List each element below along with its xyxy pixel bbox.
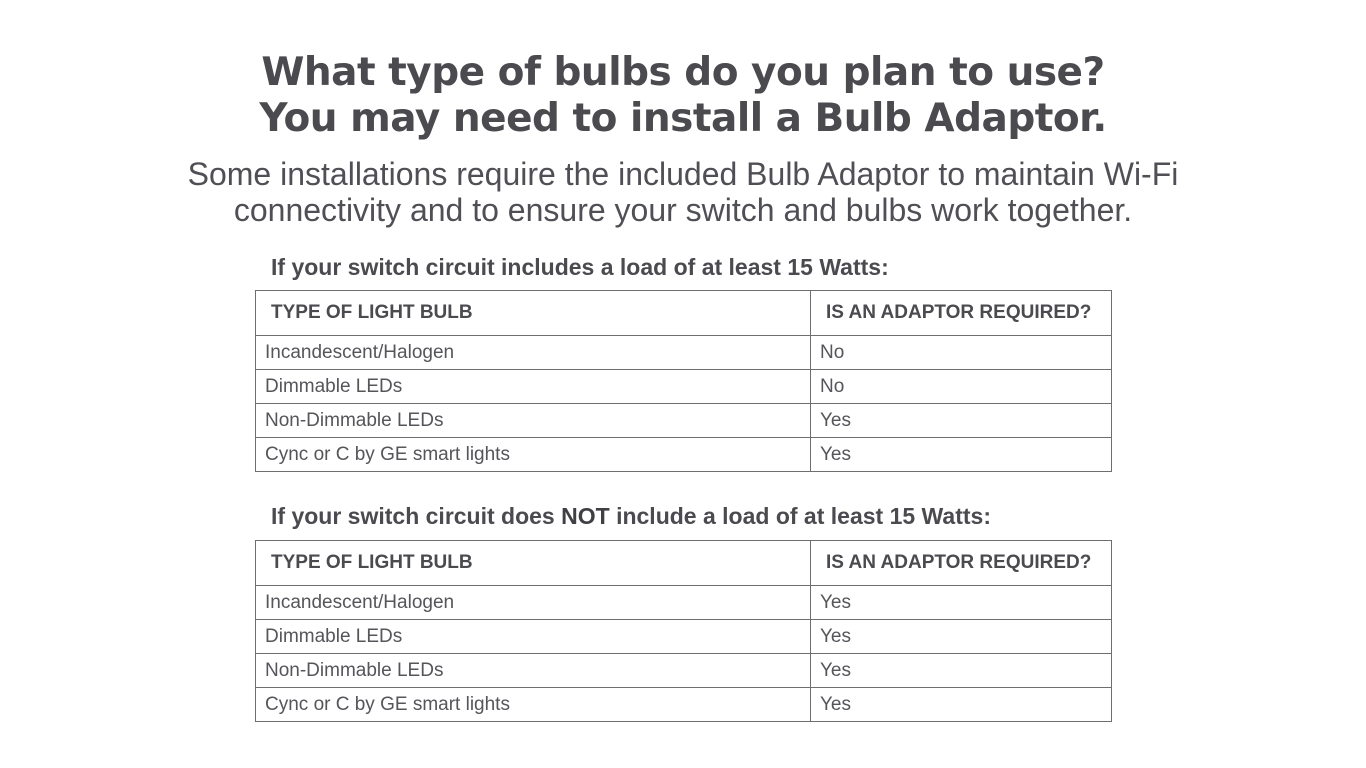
adaptor-table-without-load (255, 540, 1112, 722)
adaptor-required-cell: No (811, 336, 1112, 370)
table-header-row (256, 291, 1112, 336)
bulb-type-cell: Incandescent/Halogen (256, 336, 811, 370)
table-row (256, 586, 1112, 620)
bulb-type-cell: Cync or C by GE smart lights (256, 438, 811, 472)
bulb-type-cell: Cync or C by GE smart lights (256, 688, 811, 722)
table-row (256, 620, 1112, 654)
adaptor-table-with-load (255, 290, 1112, 472)
section-2-label-before: If your switch circuit does (271, 503, 562, 529)
adaptor-required-cell: Yes (811, 586, 1112, 620)
bulb-type-cell: Non-Dimmable LEDs (256, 404, 811, 438)
adaptor-required-cell: Yes (811, 404, 1112, 438)
bulb-type-cell: Dimmable LEDs (256, 620, 811, 654)
table-header-row (256, 541, 1112, 586)
column-header-bulb-type: TYPE OF LIGHT BULB (256, 291, 811, 336)
table-row (256, 688, 1112, 722)
section-2-label (271, 502, 991, 530)
table-row (256, 438, 1112, 472)
page-title-line-1: What type of bulbs do you plan to use? (261, 50, 1105, 95)
bulb-type-cell: Dimmable LEDs (256, 370, 811, 404)
bulb-type-cell: Incandescent/Halogen (256, 586, 811, 620)
table-row (256, 404, 1112, 438)
column-header-adaptor-required: IS AN ADAPTOR REQUIRED? (811, 291, 1112, 336)
table-row (256, 654, 1112, 688)
section-2-label-emphasis: NOT (561, 503, 610, 529)
bulb-type-cell: Non-Dimmable LEDs (256, 654, 811, 688)
section-1-label: If your switch circuit includes a load of at least 15 Watts: (271, 254, 889, 280)
column-header-adaptor-required: IS AN ADAPTOR REQUIRED? (811, 541, 1112, 586)
adaptor-required-cell: No (811, 370, 1112, 404)
table-row (256, 370, 1112, 404)
table-row (256, 336, 1112, 370)
page-title-line-2: You may need to install a Bulb Adaptor. (259, 96, 1107, 141)
intro-text-line-2: connectivity and to ensure your switch and bulbs work together. (233, 192, 1133, 228)
intro-text (0, 156, 1366, 228)
column-header-bulb-type: TYPE OF LIGHT BULB (256, 541, 811, 586)
adaptor-required-cell: Yes (811, 620, 1112, 654)
adaptor-required-cell: Yes (811, 688, 1112, 722)
adaptor-required-cell: Yes (811, 654, 1112, 688)
section-2-label-after: include a load of at least 15 Watts: (609, 503, 991, 529)
page-title (0, 50, 1366, 142)
intro-text-line-1: Some installations require the included Bulb Adaptor to maintain Wi-Fi (187, 156, 1179, 192)
adaptor-required-cell: Yes (811, 438, 1112, 472)
